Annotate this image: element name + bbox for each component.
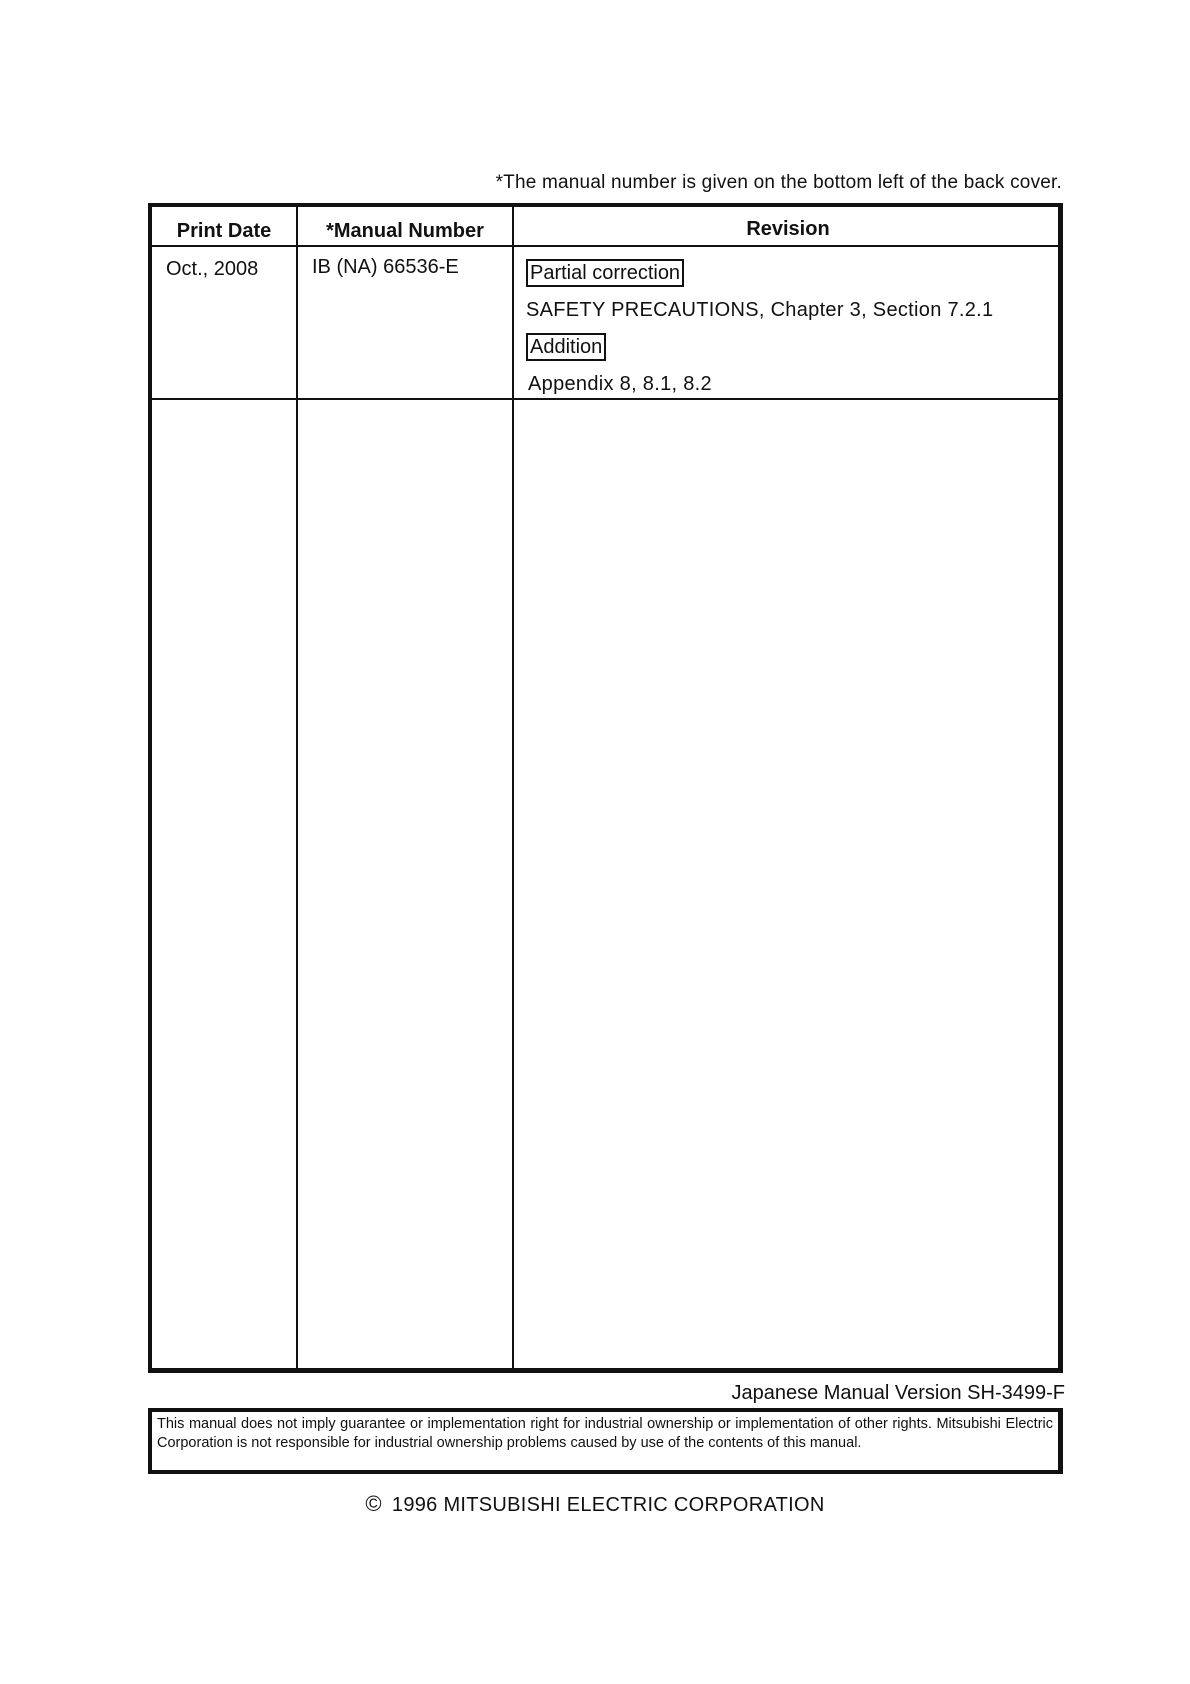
header-manual-number: *Manual Number — [326, 220, 484, 242]
manual-number-note: *The manual number is given on the bottom left of the back cover. — [495, 172, 1062, 193]
addition-label: Addition — [526, 333, 606, 361]
header-divider — [152, 245, 1058, 247]
copyright-line — [0, 1491, 1190, 1517]
disclaimer-box: This manual does not imply guarantee or implementation right for industrial ownership or implementation of other rights. Mitsubishi Electric Corporation is not responsible for industrial ownership problems caused by use of the contents of this manual. — [148, 1408, 1063, 1474]
row-revision-details — [526, 259, 1056, 396]
japanese-manual-version: Japanese Manual Version SH-3499-F — [731, 1382, 1065, 1404]
copyright-text: 1996 MITSUBISHI ELECTRIC CORPORATION — [391, 1494, 825, 1516]
row-divider — [152, 398, 1058, 400]
column-divider — [512, 207, 514, 1368]
addition-text: Appendix 8, 8.1, 8.2 — [528, 373, 712, 395]
row-print-date: Oct., 2008 — [166, 258, 259, 280]
partial-correction-text: SAFETY PRECAUTIONS, Chapter 3, Section 7.2.1 — [526, 299, 994, 321]
copyright-icon: © — [365, 1491, 382, 1516]
revision-history-table — [148, 203, 1063, 1373]
column-divider — [296, 207, 298, 1368]
row-manual-number: IB (NA) 66536-E — [312, 256, 459, 278]
header-print-date: Print Date — [176, 220, 272, 242]
header-revision: Revision — [746, 218, 830, 240]
partial-correction-label: Partial correction — [526, 259, 684, 287]
